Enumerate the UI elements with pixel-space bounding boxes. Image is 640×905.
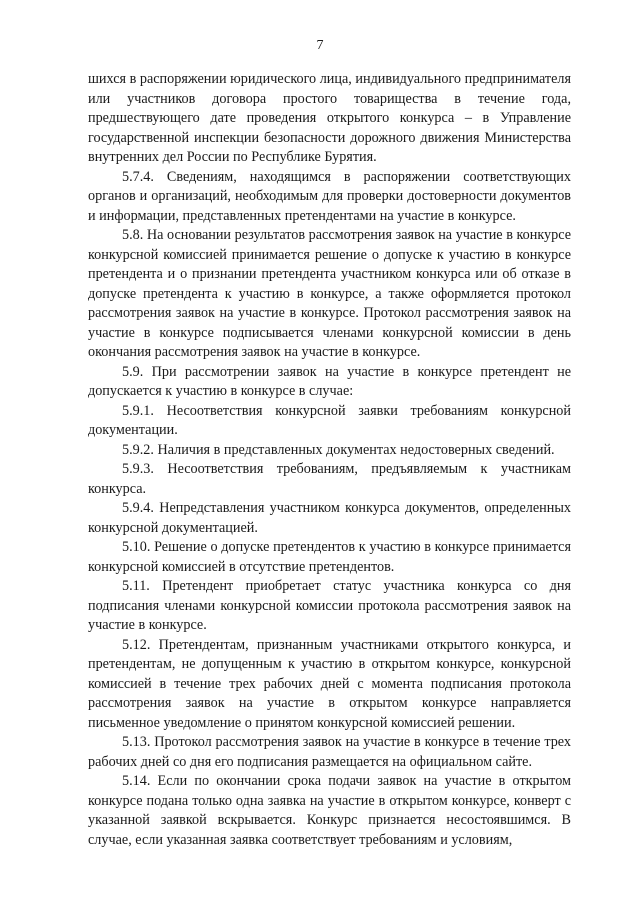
paragraph: 5.9.1. Несоответствия конкурсной заявки требованиям конкурсной документации. — [88, 402, 571, 438]
paragraph: 5.12. Претендентам, признанным участниками открытого конкурса, и претендентам, не допущенным к участию в открытом конкурсе, конкурсной комиссией в течение трех рабочих дней с момента подписания протокола рассмотрения заявок на участие в открытом конкурсе направляется письменное уведомление о принятом конкурсной комиссией решении. — [88, 636, 571, 731]
paragraph: 5.9.4. Непредставления участником конкурса документов, определенных конкурсной документацией. — [88, 500, 571, 536]
paragraph: 5.9. При рассмотрении заявок на участие в конкурсе претендент не допускается к участию в конкурсе в случае: — [88, 363, 571, 399]
paragraph: 5.11. Претендент приобретает статус участника конкурса со дня подписания членами конкурсной комиссии протокола рассмотрения заявок на участие в конкурсе. — [88, 578, 571, 633]
paragraph: 5.9.2. Наличия в представленных документах недостоверных сведений. — [122, 441, 555, 458]
paragraph: 5.9.3. Несоответствия требованиям, предъявляемым к участникам конкурса. — [88, 461, 571, 497]
document-body — [88, 70, 571, 850]
paragraph: 5.10. Решение о допуске претендентов к участию в конкурсе принимается конкурсной комиссией в отсутствие претендентов. — [88, 539, 571, 575]
paragraph: шихся в распоряжении юридического лица, индивидуального предпринимателя или участников договора простого товарищества в течение года, предшествующего дате проведения открытого конкурса – в Управление государственной инспекции безопасности дорожного движения Министерства внутренних дел России по Республике Бурятия. — [88, 71, 571, 165]
page-number: 7 — [316, 38, 324, 53]
paragraph: 5.7.4. Сведениям, находящимся в распоряжении соответствующих органов и организаций, необходимым для проверки достоверности документов и информации, представленных претендентами на участие в конкурсе. — [88, 168, 571, 224]
paragraph: 5.13. Протокол рассмотрения заявок на участие в конкурсе в течение трех рабочих дней со дня его подписания размещается на официальном сайте. — [88, 734, 571, 770]
paragraph: 5.8. На основании результатов рассмотрения заявок на участие в конкурсе конкурсной комиссией принимается решение о допуске к участию в конкурсе претендента и о признании претендента участником конкурса или об отказе в допуске претендента к участию в конкурсе, а также оформляется протокол рассмотрения заявок на участие в конкурсе. Протокол рассмотрения заявок на участие в конкурсе подписывается членами конкурсной комиссии в день окончания рассмотрения заявок на участие в конкурсе. — [88, 227, 571, 360]
paragraph: 5.14. Если по окончании срока подачи заявок на участие в открытом конкурсе подана только одна заявка на участие в открытом конкурсе, конверт с указанной заявкой вскрывается. Конкурс признается несостоявшимся. В случае, если указанная заявка соответствует требованиям и условиям, — [88, 773, 571, 848]
